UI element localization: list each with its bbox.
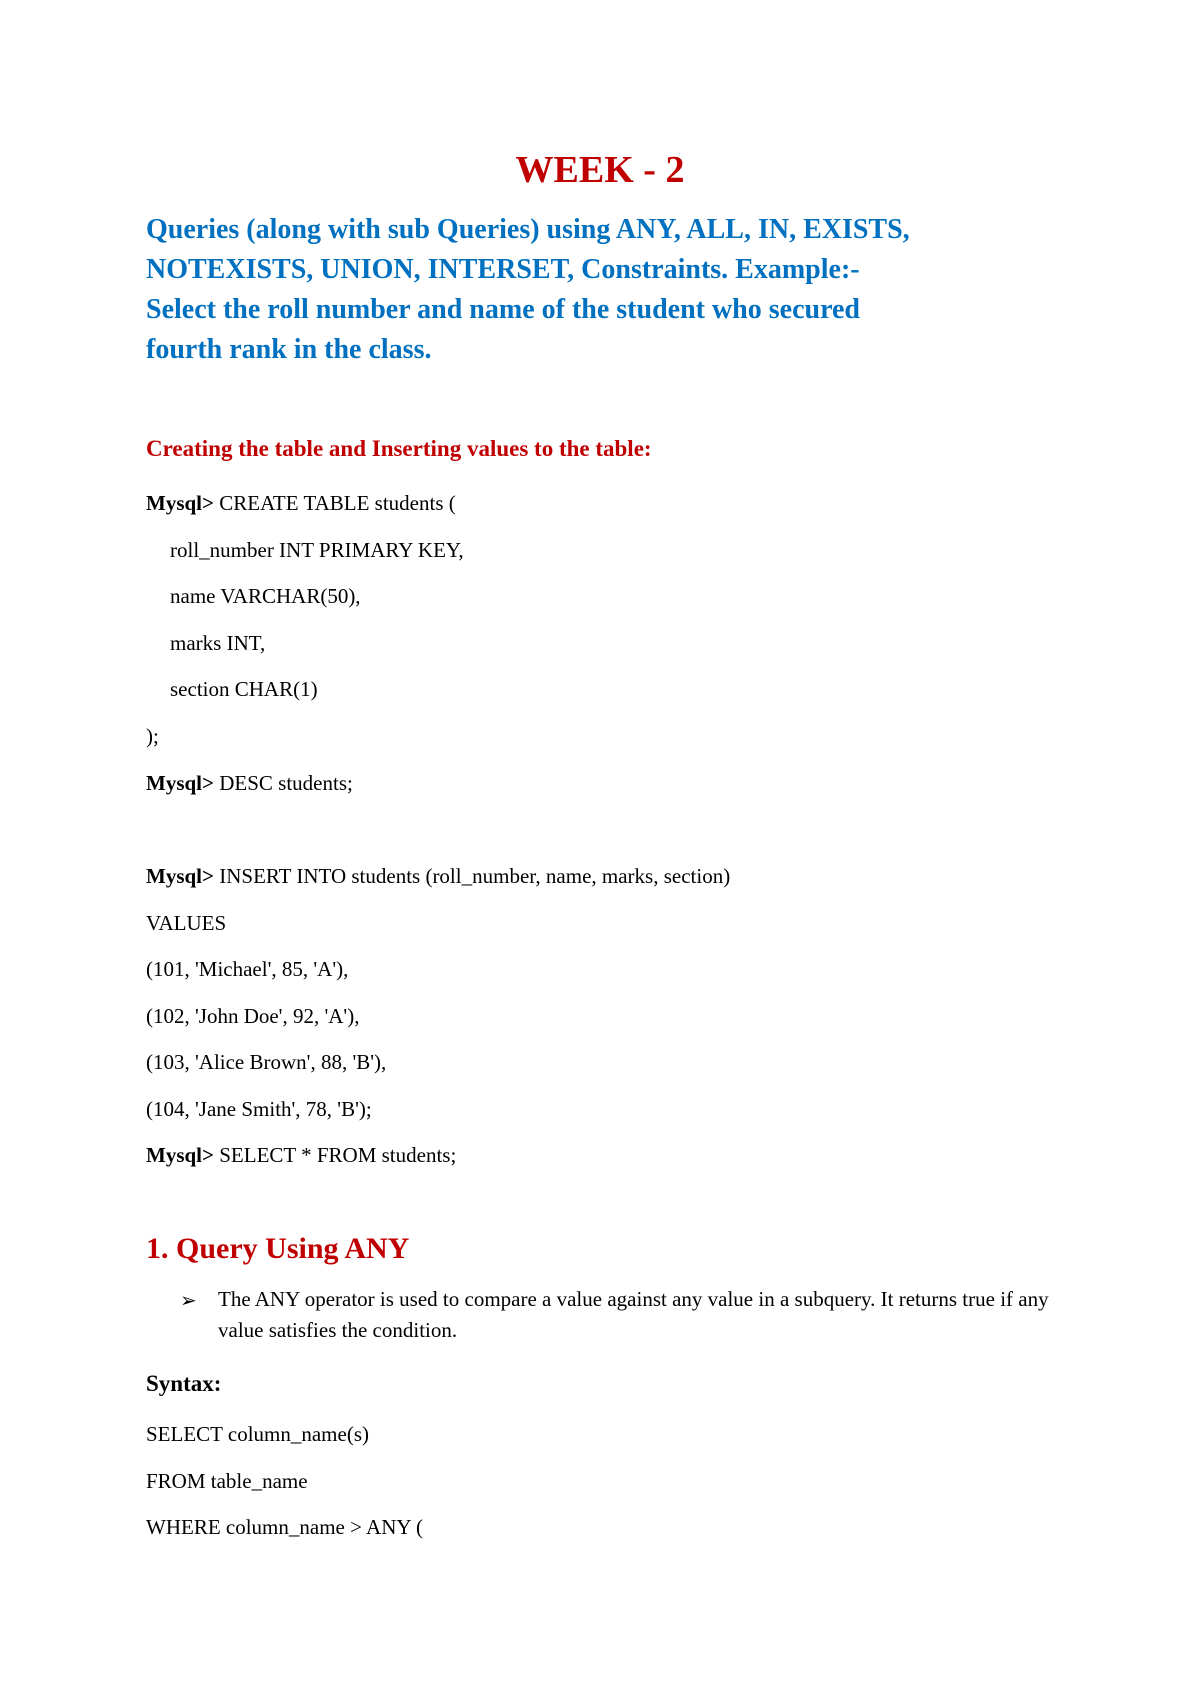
create-close: ); xyxy=(146,724,159,748)
prompt: Mysql> xyxy=(146,864,214,888)
desc-statement: DESC students; xyxy=(213,771,353,795)
create-statement: CREATE TABLE students ( xyxy=(213,491,456,515)
column-def: marks INT, xyxy=(170,631,266,655)
subtitle-line: fourth rank in the class. xyxy=(146,334,432,365)
syntax-line: FROM table_name xyxy=(146,1469,308,1493)
syntax-line: WHERE column_name > ANY ( xyxy=(146,1515,424,1539)
values-row: (102, 'John Doe', 92, 'A'), xyxy=(146,1004,360,1028)
insert-statement: INSERT INTO students (roll_number, name, marks, section) xyxy=(213,864,731,888)
bullet-text: The ANY operator is used to compare a value against any value in a subquery. It returns true if any value satisfies the condition. xyxy=(218,1287,1049,1342)
insert-line xyxy=(146,862,730,890)
prompt: Mysql> xyxy=(146,1143,214,1167)
subtitle-line: Select the roll number and name of the student who secured xyxy=(146,294,860,325)
syntax-line: SELECT column_name(s) xyxy=(146,1422,369,1446)
values-row: (103, 'Alice Brown', 88, 'B'), xyxy=(146,1050,387,1074)
values-row: (101, 'Michael', 85, 'A'), xyxy=(146,957,349,981)
create-line xyxy=(146,489,456,517)
column-def: section CHAR(1) xyxy=(170,677,318,701)
values-keyword: VALUES xyxy=(146,911,227,935)
section-heading: 1. Query Using ANY xyxy=(146,1232,410,1265)
page-subtitle xyxy=(146,210,1076,370)
prompt: Mysql> xyxy=(146,771,214,795)
values-row: (104, 'Jane Smith', 78, 'B'); xyxy=(146,1097,372,1121)
column-def: roll_number INT PRIMARY KEY, xyxy=(170,538,464,562)
select-line xyxy=(146,1141,456,1169)
page-title: WEEK - 2 xyxy=(515,149,685,191)
desc-line xyxy=(146,769,353,797)
arrow-bullet-icon: ➢ xyxy=(180,1290,197,1312)
select-statement: SELECT * FROM students; xyxy=(213,1143,457,1167)
subtitle-line: Queries (along with sub Queries) using ANY, ALL, IN, EXISTS, xyxy=(146,214,910,245)
syntax-label: Syntax: xyxy=(146,1371,222,1396)
prompt: Mysql> xyxy=(146,491,214,515)
column-def: name VARCHAR(50), xyxy=(170,584,361,608)
subtitle-line: NOTEXISTS, UNION, INTERSET, Constraints. Example:- xyxy=(146,254,860,285)
create-heading: Creating the table and Inserting values to the table: xyxy=(146,436,652,461)
